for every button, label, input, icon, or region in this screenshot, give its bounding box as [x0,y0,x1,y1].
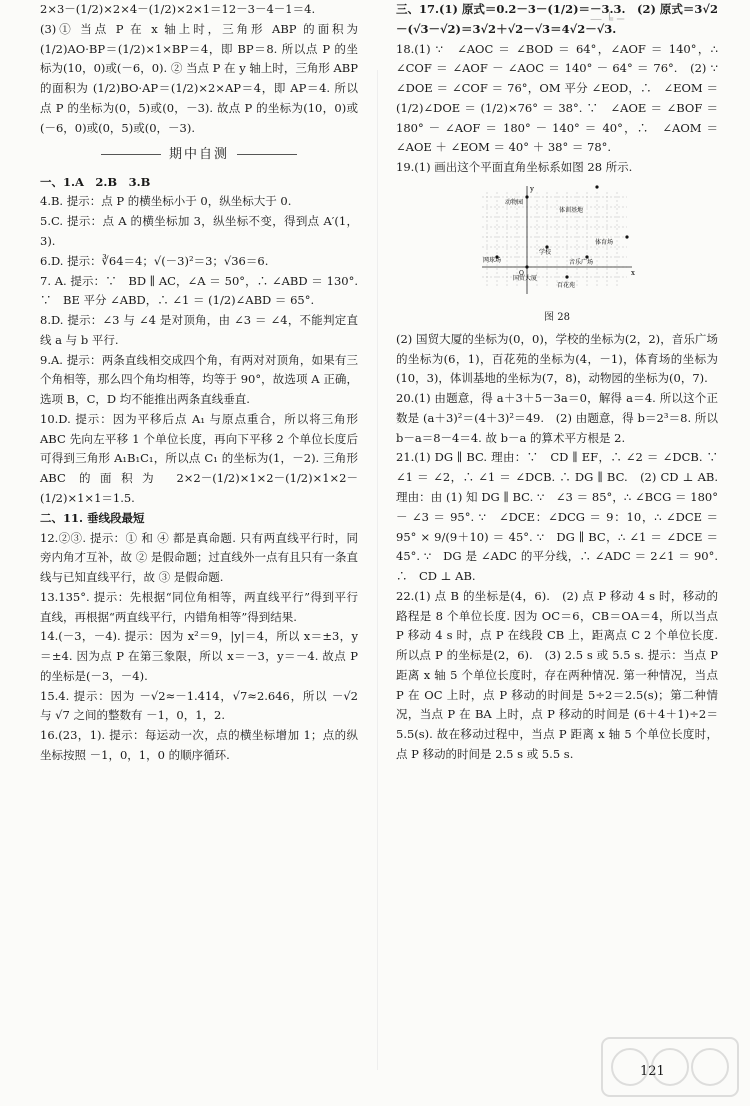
watermark-logo [600,1036,740,1098]
answer-item: 5.C. 提示：点 A 的横坐标加 3，纵坐标不变，得到点 A′(1，3). [40,214,358,249]
answer-item: 19.(1) 画出这个平面直角坐标系如图 28 所示. [396,160,633,175]
answer-item: 10.D. 提示：因为平移后点 A₁ 与原点重合，所以将三角形 ABC 先向左平移 1 个单位长度，再向下平移 2 个单位长度后可得到三角形 A₁B₁C₁，所以点 C₁ 的坐标为(1，－2). 三角形 ABC 的面积为 2×2－(1/2)×1×2－(1/2)×1×2－(1/2)×1×1＝1.5. [40,411,358,505]
x-axis-label: x [631,268,635,277]
answer-item: 12.②③. 提示：① 和 ④ 都是真命题. 只有两直线平行时，同旁内角才互补，故 ② 是假命题；过直线外一点有且只有一条直线与已知直线平行，故 ③ 是假命题. [40,530,358,585]
answer-item: 4.B. 提示：点 P 的横坐标小于 0，纵坐标大于 0. [40,194,292,209]
answer-item: 7. A. 提示：∵ BD ∥ AC，∠A ＝ 50°，∴ ∠ABD ＝ 130°. ∵ BE 平分 ∠ABD，∴ ∠1 ＝ (1/2)∠ABD ＝ 65°. [40,273,358,308]
column-divider [377,70,378,1070]
answer-item: (2) 国贸大厦的坐标为(0，0)，学校的坐标为(2，2)，音乐广场的坐标为(6，1)，百花苑的坐标为(4，－1)，体育场的坐标为(10，3)，体训基地的坐标为(7，8)，动物园的坐标为(0，7). [396,331,718,386]
y-axis-label: y [530,184,534,193]
answer-item: 二、11. 垂线段最短 [40,510,145,525]
answer-item: 6.D. 提示：∛64＝4；√(－3)²＝3；√36＝6. [40,253,269,268]
left-column [40,0,358,766]
answer-item: 三、17.(1) 原式＝0.2－3－(1/2)＝－3.3. (2) 原式＝3√2－(√3－√2)＝3√2＋√2－√3＝4√2－√3. [396,2,718,36]
answer-item: 一、1.A 2.B 3.B [40,174,151,189]
answer-item: 8.D. 提示：∠3 与 ∠4 是对顶角，由 ∠3 ＝ ∠4，不能判定直线 a 与 b 平行. [40,313,358,347]
place-label: 体育场 [595,238,614,246]
place-label: 动物园 [505,198,524,206]
coordinate-grid-figure [477,182,637,302]
right-column [396,0,730,765]
answer-item: 22.(1) 点 B 的坐标是(4，6). (2) 点 P 移动 4 s 时，移动的路程是 8 个单位长度. 因为 OC＝6，CB＝OA＝4，所以当点 P 移动 4 s 时，点 P 在线段 CB 上，距离点 C 2 个单位长度. 所以点 P 的坐标是(2，6). (3) 2.5 s 或 5.5 s. 提示：当点 P 距离 x 轴 5 个单位长度时，存在两种情况. 第一种情况，当点 P 在 OC 上时，点 P 移动的时间是 5÷2＝2.5(s)；第二种情况，当点 P 在 BA 上时，点 P 移动的时间是 (6＋4＋1)÷2＝5.5(s). 故在移动过程中，当点 P 距离 x 轴 5 个单位长度时，点 P 移动的时间是 2.5 s 或 5.5 s. [396,588,718,761]
left-paragraph-2: (3)① 当点 P 在 x 轴上时，三角形 ABP 的面积为 (1/2)AO·BP＝(1/2)×1×BP＝4，即 BP＝8. 所以点 P 的坐标为(10，0)或(－6，0). ② 当点 P 在 y 轴上时，三角形 ABP 的面积为 (1/2)BO·AP＝(1/2)×2×AP＝4，即 AP＝4. 所以点 P 的坐标为(0，5)或(0，－3). 故点 P 的坐标为(10，0)或(－6，0)或(0，5)或(0，－3). [40,21,358,135]
left-paragraph-1: 2×3－(1/2)×2×4－(1/2)×2×1＝12－3－4－1＝4. [40,2,316,16]
answer-item: 15.4. 提示：因为 －√2≈－1.414，√7≈2.646，所以 －√2 与 √7 之间的整数有 －1，0，1，2. [40,688,358,723]
answer-item: 9.A. 提示：两条直线相交成四个角，有两对对顶角，如果有三个角相等，那么四个角均相等，均等于 90°，故选项 A 正确，选项 B，C，D 均不能推出两条直线垂直. [40,352,358,407]
answer-item: 20.(1) 由题意，得 a＋3＋5－3a＝0，解得 a＝4. 所以这个正数是 (a＋3)²＝(4＋3)²＝49. (2) 由题意，得 b＝2³＝8. 所以 b－a＝8－4＝4. 故 b－a 的算术平方根是 2. [396,391,718,445]
section-header: 期中自测 [40,144,358,166]
origin-label: O [519,269,524,277]
figure-caption: 图 28 [544,311,570,323]
place-label: 百花苑 [557,281,576,289]
figure-28 [396,182,718,326]
place-label: 体训基地 [559,206,584,214]
place-label: 音乐广场 [569,258,594,266]
answer-item: 14.(－3，－4). 提示：因为 x²＝9，|y|＝4，所以 x＝±3，y＝±4. 因为点 P 在第三象限，所以 x＝－3，y＝－4. 故点 P 的坐标是(－3，－4). [40,629,358,683]
place-label: 国贸大厦 [513,274,538,282]
answer-item: 18.(1) ∵ ∠AOC ＝ ∠BOD ＝ 64°，∠AOF ＝ 140°，∴ ∠COF ＝ ∠AOF － ∠AOC ＝ 140° － 64° ＝ 76°. (2) ∵ ∠DOE ＝ ∠COF ＝ 76°，OM 平分 ∠EOD，∴ ∠EOM ＝ (1/2)∠DOE ＝ (1/2)×76° ＝ 38°. ∵ ∠AOE ＝ ∠BOF ＝ 180° － ∠AOF ＝ 180° － 140° ＝ 40°，∴ ∠AOM ＝ ∠AOE ＋ ∠EOM ＝ 40° ＋ 38° ＝ 78°. [396,41,730,155]
page-number: 121 [640,1064,665,1079]
answer-item: 13.135°. 提示：先根据“同位角相等，两直线平行”得到平行直线，再根据“两直线平行，内错角相等”得到结果. [40,589,358,624]
answer-item: 21.(1) DG ∥ BC. 理由：∵ CD ∥ EF，∴ ∠2 ＝ ∠DCB. ∵ ∠1 ＝ ∠2，∴ ∠1 ＝ ∠DCB. ∴ DG ∥ BC. (2) CD ⊥ AB. 理由：由 (1) 知 DG ∥ BC. ∵ ∠3 ＝ 85°，∴ ∠BCG ＝ 180° － ∠3 ＝ 95°. ∵ ∠DCE：∠DCG ＝ 9：10，∴ ∠DCE ＝ 95° × 9/(9＋10) ＝ 45°. ∵ DG ∥ BC，∴ ∠1 ＝ ∠DCE ＝ 45°. ∵ DG 是 ∠ADC 的平分线，∴ ∠ADC ＝ 2∠1 ＝ 90°. ∴ CD ⊥ AB. [396,450,730,584]
answer-item: 16.(23，1). 提示：每运动一次，点的横坐标增加 1；点的纵坐标按照 －1，0，1，0 的顺序循环. [40,728,358,762]
top-ink-mark: — ╘ ─ [590,12,625,26]
place-label: 学校 [539,248,552,256]
place-label: 网球场 [483,256,502,264]
